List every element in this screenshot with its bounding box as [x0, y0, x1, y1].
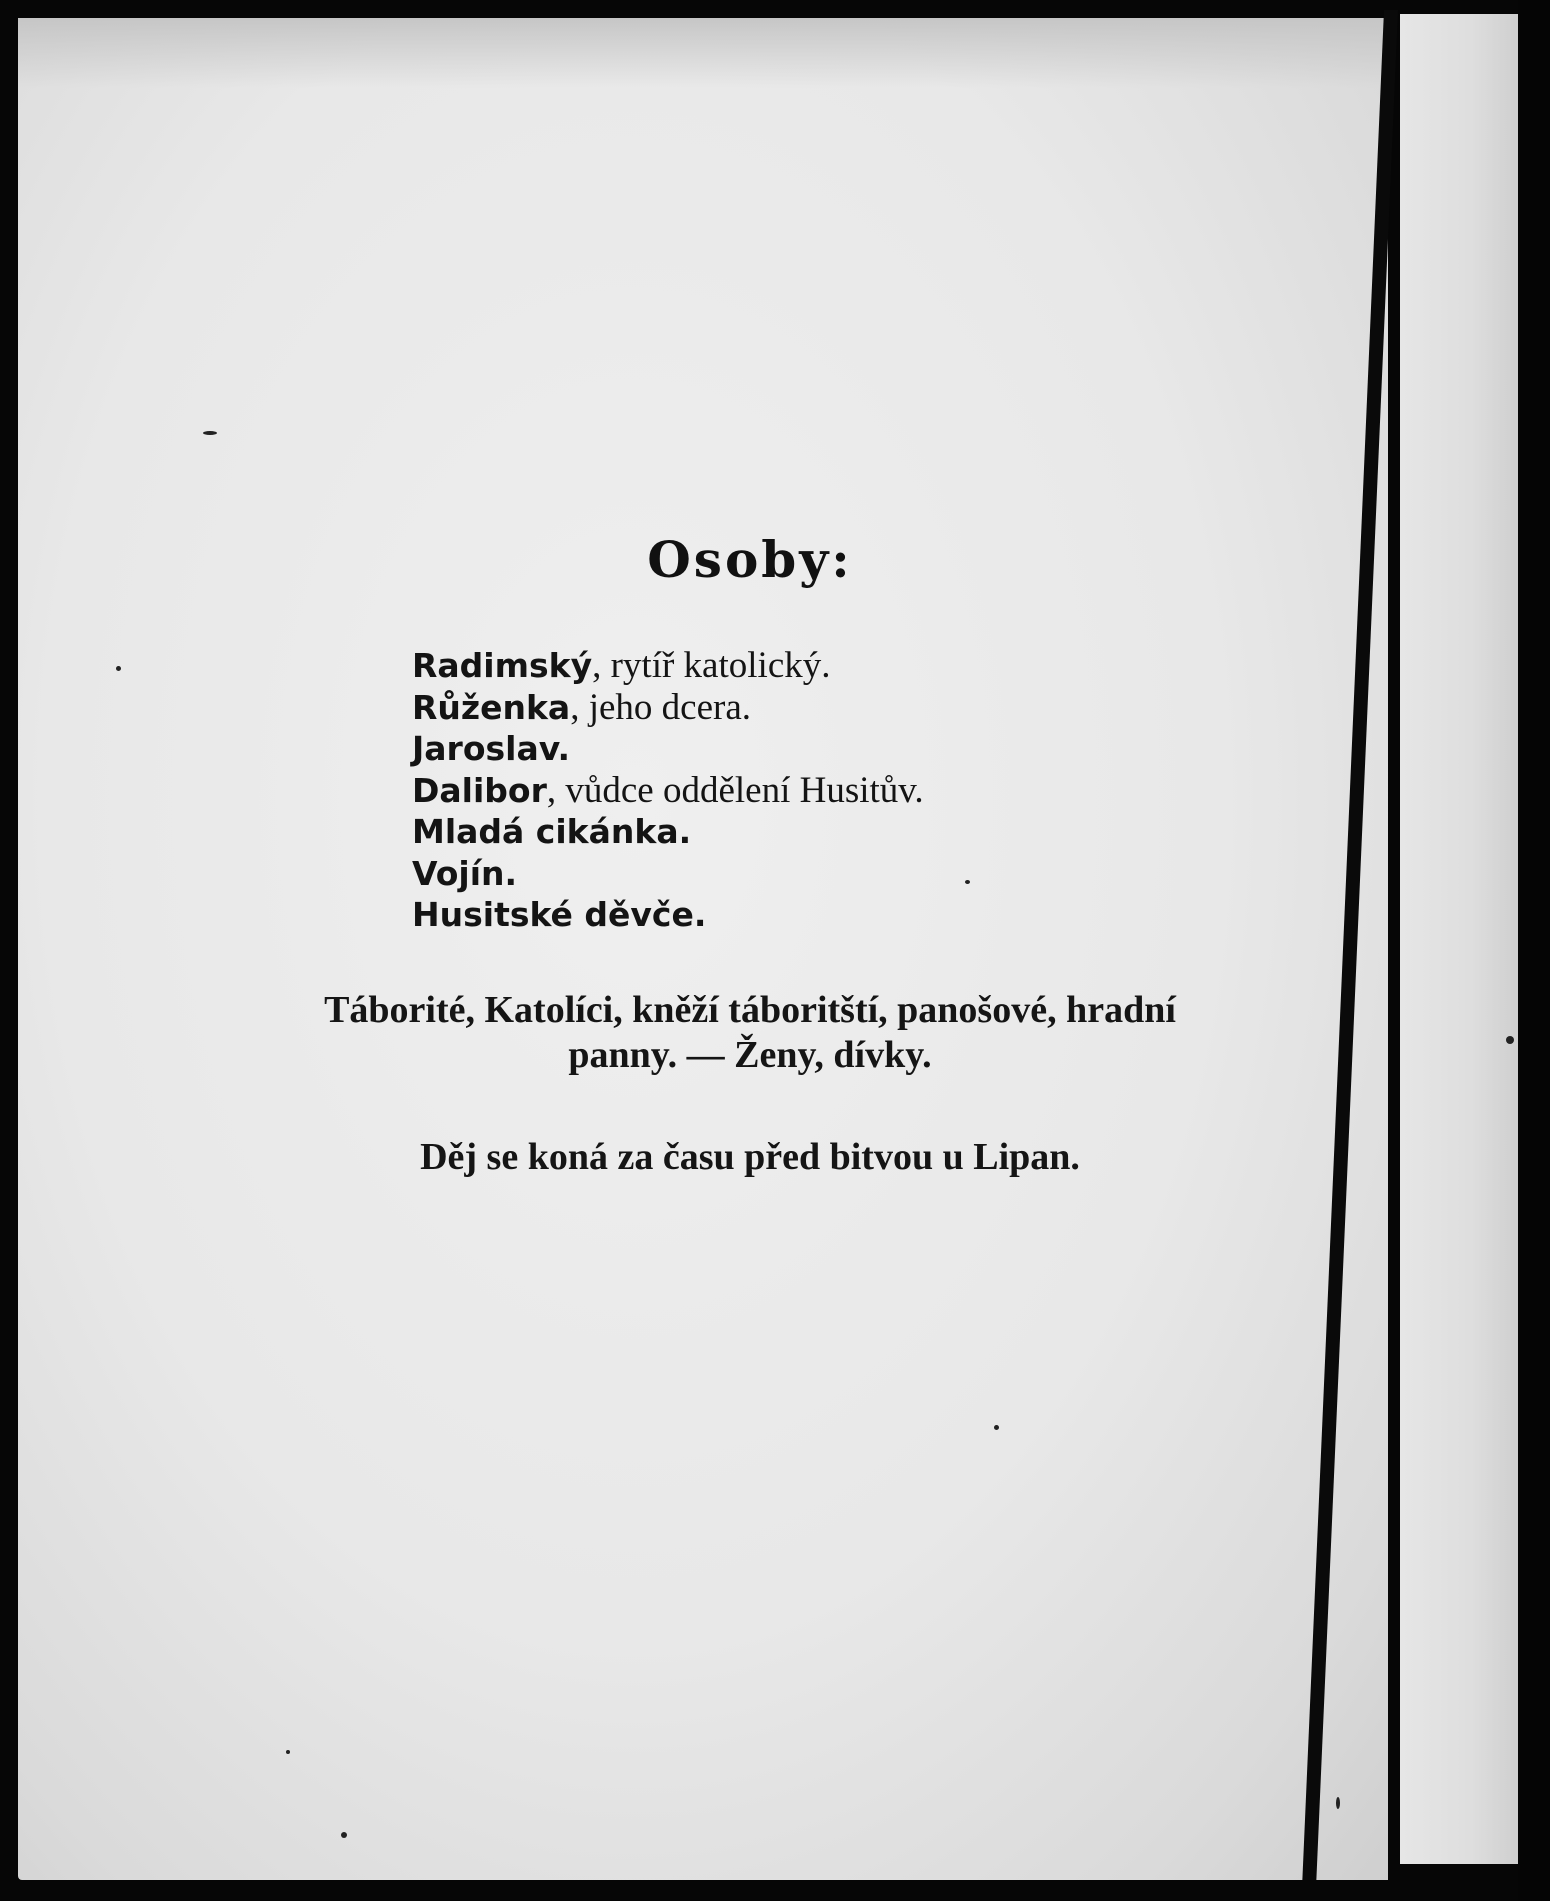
setting-note: Děj se koná za času před bitvou u Lipan.	[420, 1136, 1080, 1178]
ink-speck	[1336, 1797, 1340, 1809]
character-name: Mladá cikánka.	[412, 812, 692, 851]
ensemble-paragraph	[0, 988, 1500, 1078]
character-description: , rytíř katolický.	[592, 645, 831, 686]
page-heading: Osoby:	[647, 530, 853, 589]
ink-speck	[341, 1832, 347, 1838]
ink-speck	[965, 880, 970, 884]
ink-speck	[116, 666, 121, 671]
cast-item	[412, 687, 924, 729]
ink-speck	[994, 1425, 999, 1430]
cast-item	[412, 645, 924, 687]
cast-item	[412, 894, 924, 936]
character-name: Husitské děvče.	[412, 895, 707, 934]
ink-speck	[203, 431, 217, 435]
ensemble-line: Táborité, Katolíci, kněží táboritští, panošové, hradní	[324, 989, 1176, 1031]
ink-speck	[286, 1750, 290, 1754]
character-description: , vůdce oddělení Husitův.	[546, 769, 924, 811]
character-name: Růženka	[412, 687, 571, 727]
scan-border	[1518, 0, 1550, 1901]
ensemble-line: panny. — Ženy, dívky.	[568, 1034, 932, 1076]
cast-list	[412, 645, 924, 936]
adjacent-page-edge	[1400, 14, 1518, 1864]
cast-item	[412, 811, 924, 853]
character-name: Radimský	[412, 646, 593, 685]
cast-item	[412, 853, 924, 895]
character-description: , jeho dcera.	[570, 686, 751, 728]
character-name: Jaroslav.	[412, 729, 571, 768]
character-name: Vojín.	[412, 853, 518, 893]
character-name: Dalibor	[412, 770, 547, 810]
cast-item	[412, 770, 924, 812]
book-page	[18, 18, 1388, 1880]
ink-speck	[1506, 1036, 1514, 1044]
cast-item	[412, 728, 924, 770]
